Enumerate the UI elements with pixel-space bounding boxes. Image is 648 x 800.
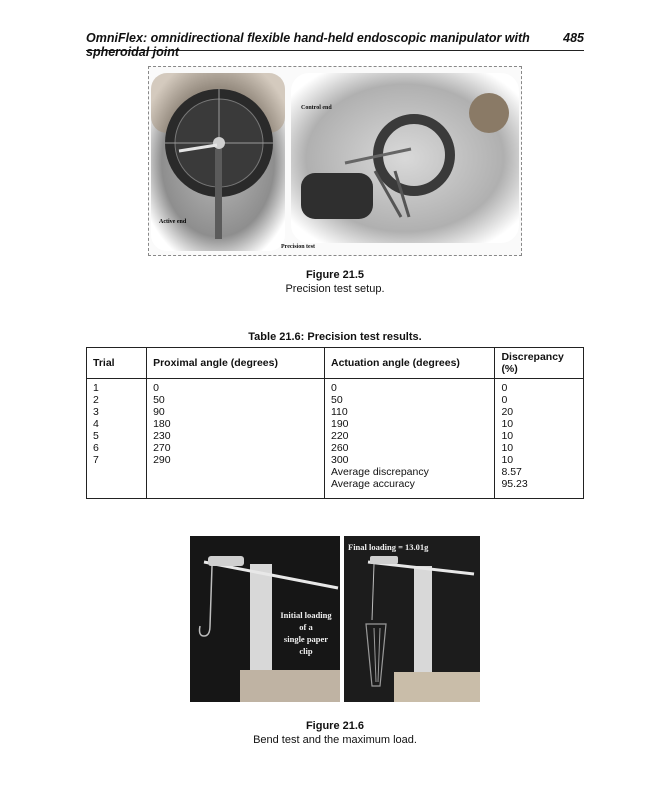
table-cell: 10	[495, 430, 584, 442]
table-cell: 8.57	[495, 466, 584, 478]
precision-test-label: Precision test	[281, 244, 316, 250]
table-cell: 0	[495, 394, 584, 406]
figure-21-6-label: Figure 21.6	[305, 720, 365, 732]
table-cell: 10	[495, 454, 584, 466]
table-cell: 20	[495, 406, 584, 418]
table-cell	[87, 466, 147, 478]
table-header-row	[87, 348, 584, 379]
table-cell: Average accuracy	[324, 478, 494, 499]
figure-21-6-text: Bend test and the maximum load.	[253, 734, 417, 746]
table-cell: 0	[495, 379, 584, 395]
table-cell: 270	[147, 442, 325, 454]
precision-results-table	[86, 347, 584, 499]
initial-loading-line-3: single paper	[283, 634, 329, 644]
initial-loading-line-2: of a	[299, 622, 313, 632]
table-cell: 10	[495, 442, 584, 454]
table-cell: 180	[147, 418, 325, 430]
col-header-discrepancy: Discrepancy (%)	[495, 348, 584, 379]
table-cell: Average discrepancy	[324, 466, 494, 478]
figure-21-6-photo	[190, 536, 480, 702]
table-row	[87, 406, 584, 418]
figure-21-5-label: Figure 21.5	[305, 269, 365, 281]
table-cell: 230	[147, 430, 325, 442]
table-cell: 220	[324, 430, 494, 442]
bend-test-photo	[190, 536, 480, 702]
table-cell: 0	[324, 379, 494, 395]
table-cell: 10	[495, 418, 584, 430]
table-cell: 6	[87, 442, 147, 454]
table-cell: 5	[87, 430, 147, 442]
table-title: Table 21.6: Precision test results.	[248, 331, 422, 343]
table-cell: 190	[324, 418, 494, 430]
table-cell: 2	[87, 394, 147, 406]
table-row	[87, 454, 584, 466]
table-cell	[147, 466, 325, 478]
table-row	[87, 478, 584, 499]
table-cell: 90	[147, 406, 325, 418]
table-cell: 50	[324, 394, 494, 406]
col-header-trial: Trial	[87, 348, 147, 379]
col-header-proximal: Proximal angle (degrees)	[147, 348, 325, 379]
table-row	[87, 379, 584, 395]
figure-21-6-caption	[86, 719, 584, 747]
table-row	[87, 442, 584, 454]
table-cell: 300	[324, 454, 494, 466]
figure-21-5-caption	[86, 268, 584, 296]
table-cell	[147, 478, 325, 499]
page-number: 485	[563, 31, 584, 45]
table-cell	[87, 478, 147, 499]
table-cell: 7	[87, 454, 147, 466]
table-cell: 110	[324, 406, 494, 418]
table-cell: 260	[324, 442, 494, 454]
table-row	[87, 418, 584, 430]
table-cell: 1	[87, 379, 147, 395]
table-cell: 3	[87, 406, 147, 418]
initial-loading-line-4: clip	[299, 646, 313, 656]
figure-21-5-text: Precision test setup.	[285, 283, 385, 295]
final-loading-label: Final loading = 13.01g	[348, 542, 429, 552]
precision-test-photo	[149, 67, 521, 255]
table-cell: 4	[87, 418, 147, 430]
figure-21-5-photo	[148, 66, 522, 256]
active-end-label: Active end	[159, 219, 187, 225]
table-row	[87, 466, 584, 478]
table-cell: 0	[147, 379, 325, 395]
col-header-actuation: Actuation angle (degrees)	[324, 348, 494, 379]
table-row	[87, 394, 584, 406]
control-end-label: Control end	[301, 105, 332, 111]
initial-loading-line-1: Initial loading	[280, 610, 332, 620]
table-row	[87, 430, 584, 442]
table-cell: 95.23	[495, 478, 584, 499]
running-head	[86, 30, 584, 59]
running-title: OmniFlex: omnidirectional flexible hand-held endoscopic manipulator with spheroidal joint	[86, 31, 530, 59]
table-cell: 50	[147, 394, 325, 406]
table-cell: 290	[147, 454, 325, 466]
